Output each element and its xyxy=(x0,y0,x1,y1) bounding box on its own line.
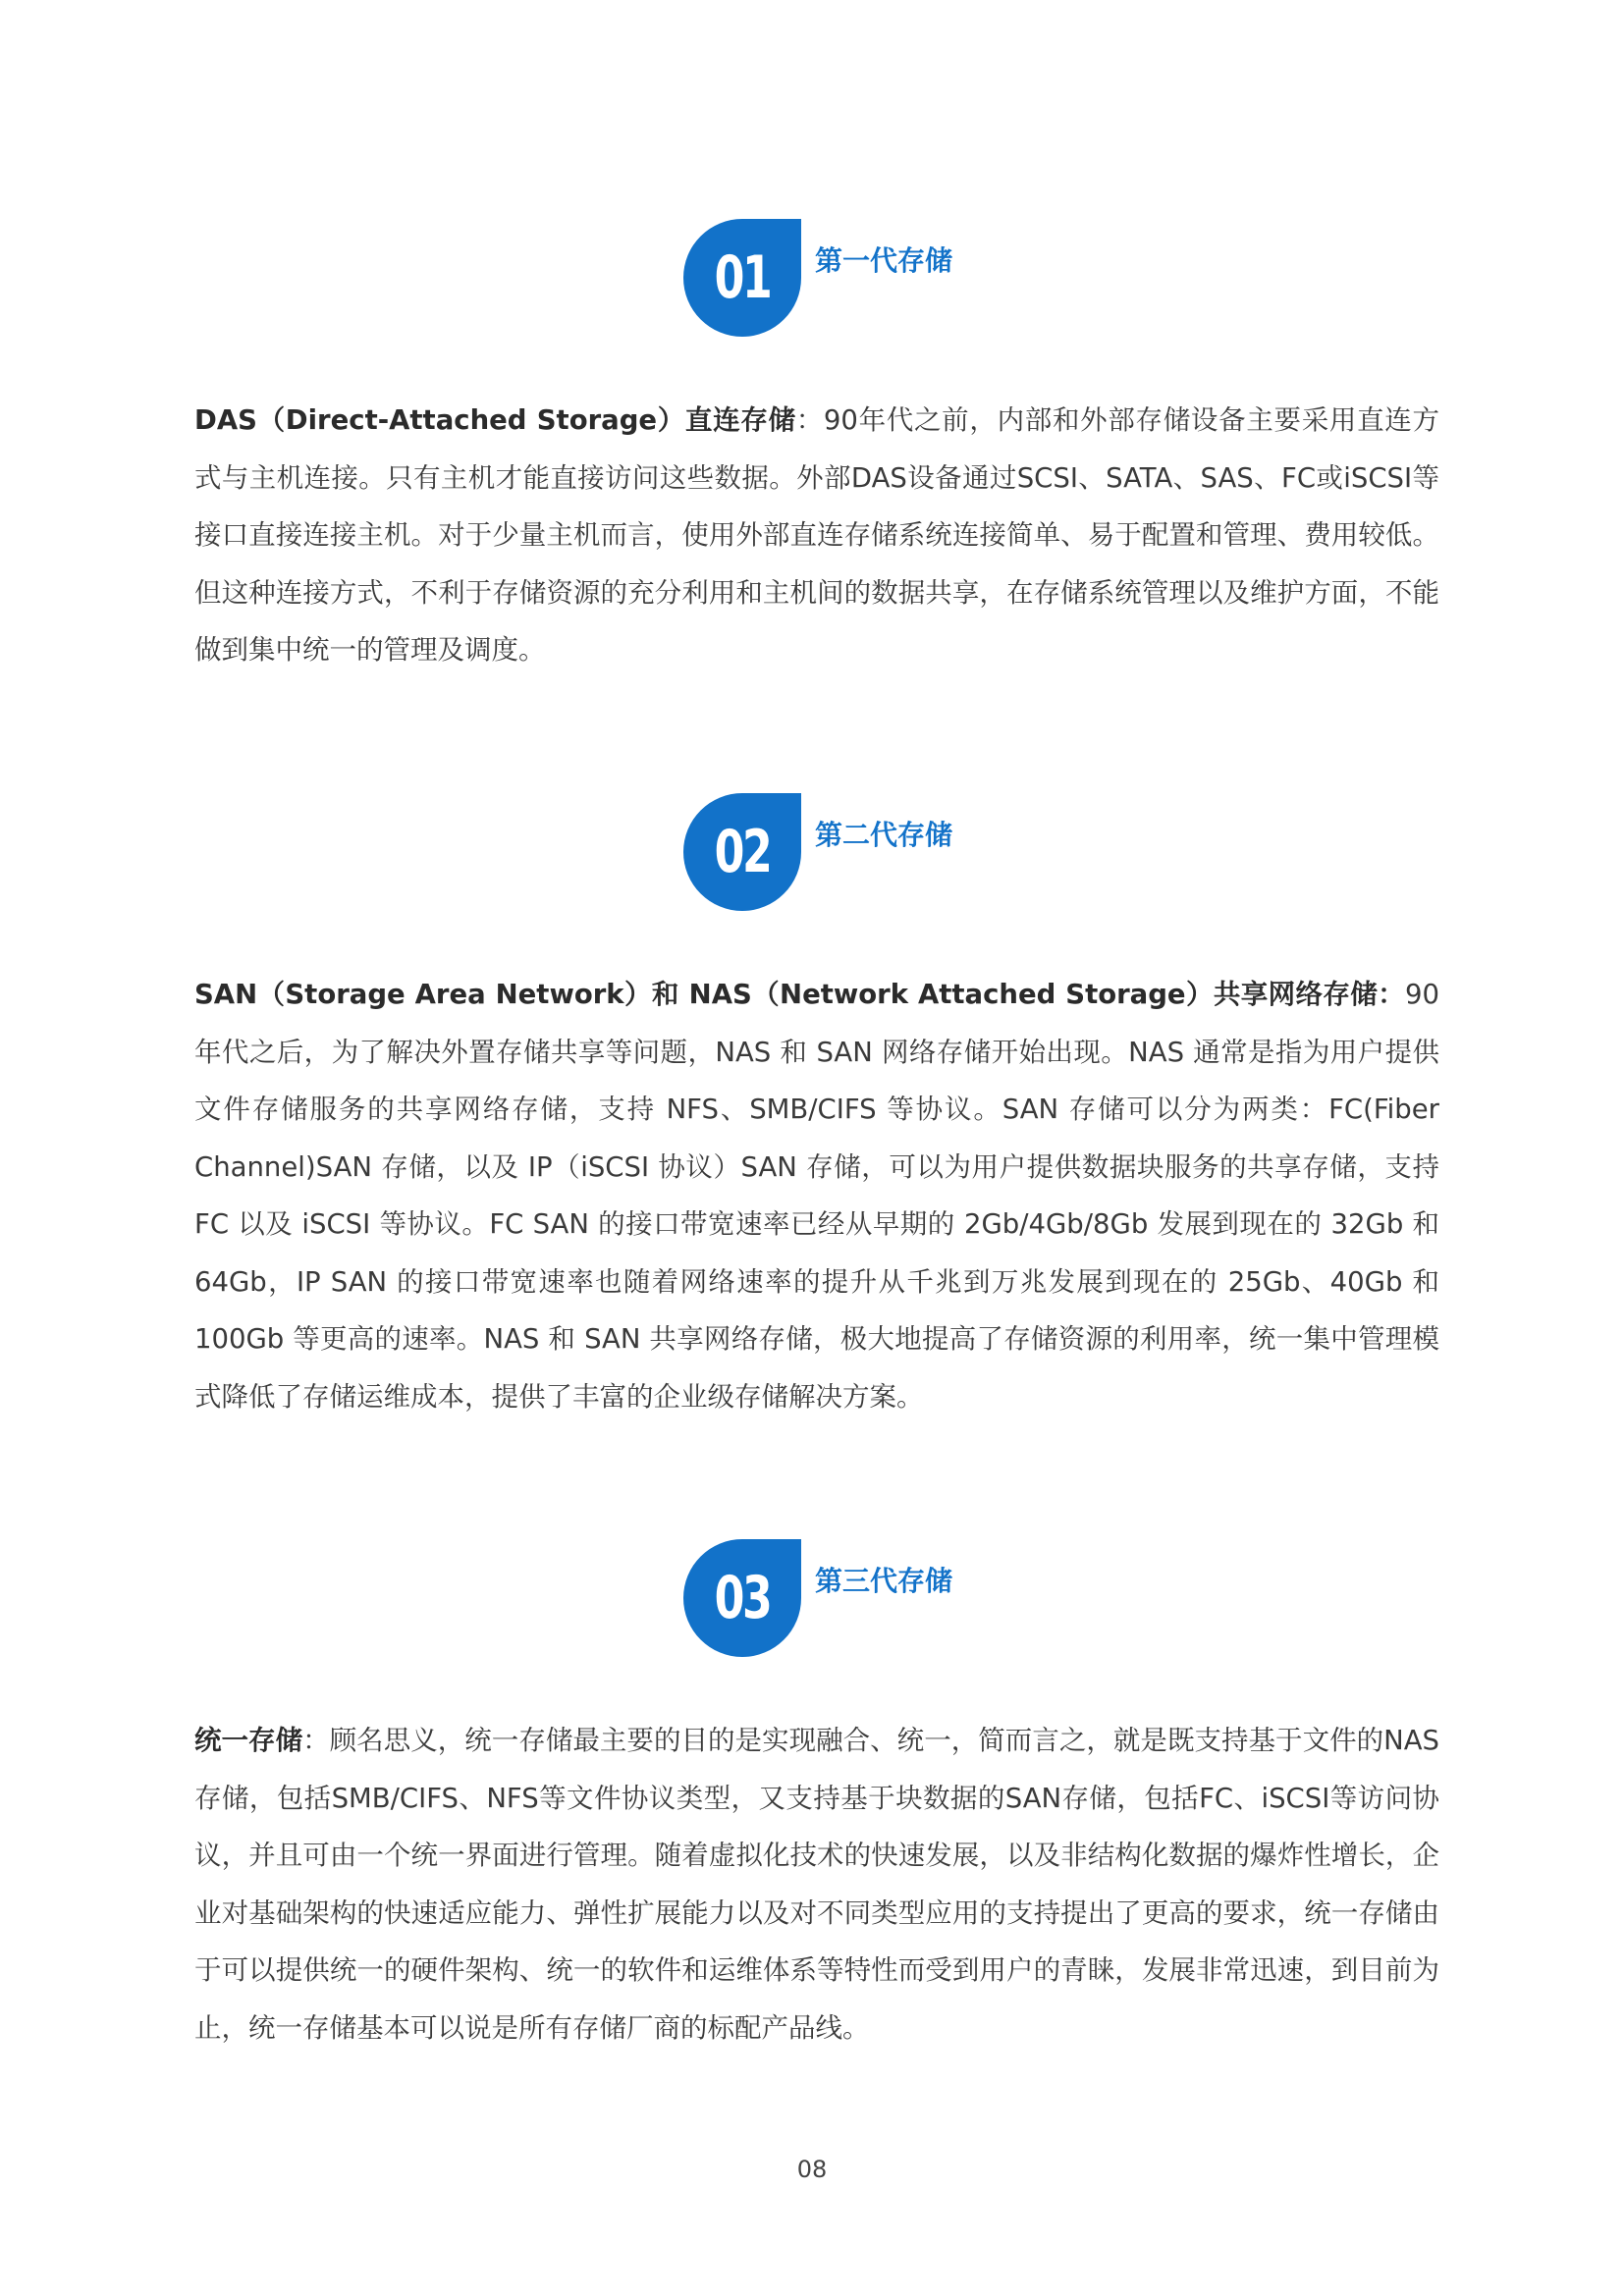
section-number: 01 xyxy=(714,243,771,312)
paragraph-body: ：顾名思义，统一存储最主要的目的是实现融合、统一，简而言之，就是既支持基于文件的NAS存储，包括SMB/CIFS、NFS等文件协议类型，又支持基于块数据的SAN存储，包括FC、iSCSI等访问协议，并且可由一个统一界面进行管理。随着虚拟化技术的快速发展，以及非结构化数据的爆炸性增长，企业对基础架构的快速适应能力、弹性扩展能力以及对不同类型应用的支持提出了更高的要求，统一存储由于可以提供统一的硬件架构、统一的软件和运维体系等特性而受到用户的青睐，发展非常迅速，到目前为止，统一存储基本可以说是所有存储厂商的标配产品线。 xyxy=(194,1725,1439,2044)
section-badge-02 xyxy=(680,790,804,914)
paragraph-lead: 统一存储 xyxy=(194,1725,303,1756)
section-paragraph-01 xyxy=(194,392,1439,679)
section-number: 03 xyxy=(714,1564,771,1632)
section-title: 第三代存储 xyxy=(815,1565,953,1597)
section-badge-01 xyxy=(680,216,804,340)
section-number: 02 xyxy=(714,818,771,886)
paragraph-body: 90 年代之后，为了解决外置存储共享等问题，NAS 和 SAN 网络存储开始出现。NAS 通常是指为用户提供文件存储服务的共享网络存储，支持 NFS、SMB/CIFS 等协议。SAN 存储可以分为两类：FC(Fiber Channel)SAN 存储，以及 IP（iSCSI 协议）SAN 存储，可以为用户提供数据块服务的共享存储，支持 FC 以及 iSCSI 等协议。FC SAN 的接口带宽速率已经从早期的 2Gb/4Gb/8Gb 发展到现在的 32Gb 和 64Gb，IP SAN 的接口带宽速率也随着网络速率的提升从千兆到万兆发展到现在的 25Gb、40Gb 和 100Gb 等更高的速率。NAS 和 SAN 共享网络存储，极大地提高了存储资源的利用率，统一集中管理模式降低了存储运维成本，提供了丰富的企业级存储解决方案。 xyxy=(194,979,1439,1413)
section-title: 第一代存储 xyxy=(815,244,953,277)
paragraph-lead: SAN（Storage Area Network）和 NAS（Network Attached Storage）共享网络存储： xyxy=(194,979,1405,1010)
paragraph-body: ：90年代之前，内部和外部存储设备主要采用直连方式与主机连接。只有主机才能直接访问这些数据。外部DAS设备通过SCSI、SATA、SAS、FC或iSCSI等接口直接连接主机。对于少量主机而言，使用外部直连存储系统连接简单、易于配置和管理、费用较低。但这种连接方式，不利于存储资源的充分利用和主机间的数据共享，在存储系统管理以及维护方面，不能做到集中统一的管理及调度。 xyxy=(194,404,1439,666)
section-header-01 xyxy=(680,216,1093,342)
paragraph-lead: DAS（Direct-Attached Storage）直连存储 xyxy=(194,404,796,436)
section-header-02 xyxy=(680,790,1093,916)
section-title: 第二代存储 xyxy=(815,819,953,851)
section-paragraph-02 xyxy=(194,966,1439,1425)
section-badge-03 xyxy=(680,1536,804,1660)
section-header-03 xyxy=(680,1536,1093,1662)
page-number: 08 xyxy=(796,2156,828,2183)
section-paragraph-03 xyxy=(194,1712,1439,2056)
